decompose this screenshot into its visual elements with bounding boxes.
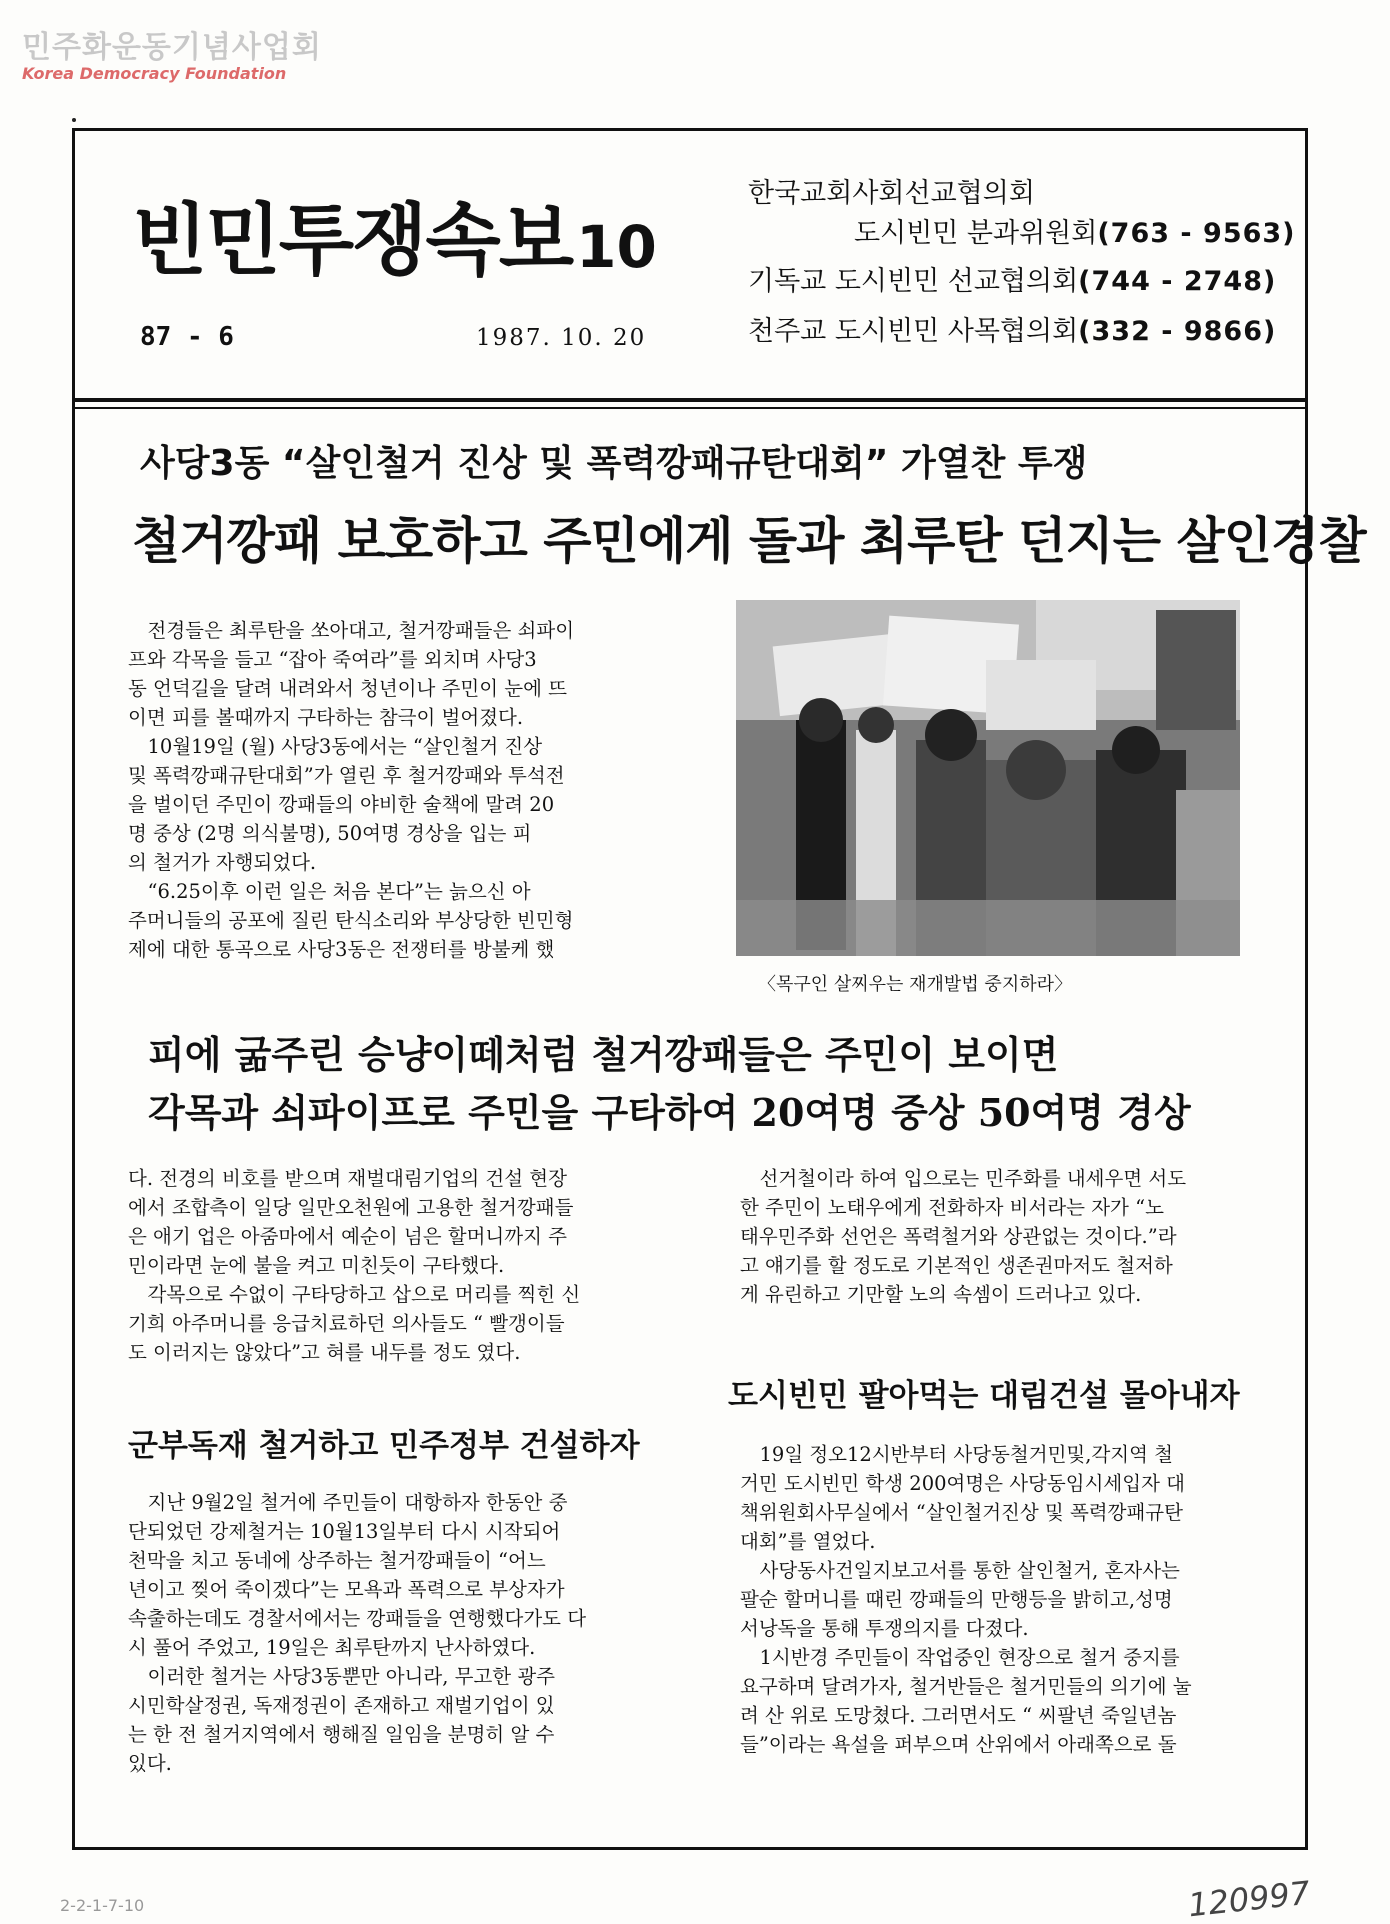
headline-title: 철거깡패 보호하고 주민에게 돌과 최루탄 던지는 살인경찰	[132, 512, 1366, 570]
photo-caption: 〈목구인 살찌우는 재개발법 중지하라〉	[758, 974, 1072, 995]
text-line: 동 언덕길을 달려 내려와서 청년이나 주민이 눈에 뜨	[128, 677, 567, 700]
text-line: 거민 도시빈민 학생 200여명은 사당동임시세입자 대	[740, 1472, 1185, 1495]
org-tel: (332 - 9866)	[1078, 316, 1277, 347]
text-line: 주머니들의 공포에 질린 탄식소리와 부상당한 빈민형	[128, 909, 574, 932]
article-block-3	[740, 1164, 1186, 1309]
text-line: 1시반경 주민들이 작업중인 현장으로 철거 중지를	[740, 1646, 1180, 1669]
text-line: 도 이러지는 않았다”고 혀를 내두를 정도 였다.	[128, 1341, 521, 1364]
org-line	[748, 180, 1035, 207]
text-line: 에서 조합측이 일당 일만오천원에 고용한 철거깡패들	[128, 1196, 574, 1219]
text-line: 민이라면 눈에 불을 켜고 미친듯이 구타했다.	[128, 1254, 505, 1277]
headline-subtitle: 사당3동 “살인철거 진상 및 폭력깡패규탄대회” 가열찬 투쟁	[140, 443, 1088, 484]
org-name: 기독교 도시빈민 선교협의회	[748, 266, 1079, 297]
text-line: 이러한 철거는 사당3동뿐만 아니라, 무고한 광주	[128, 1665, 556, 1688]
org-name: 도시빈민 분과위원회	[854, 218, 1098, 249]
header-rule	[75, 398, 1305, 402]
text-line: 프와 각목을 들고 “잡아 죽여라”를 외치며 사당3	[128, 648, 537, 671]
text-line: 는 한 전 철거지역에서 행해질 일임을 분명히 알 수	[128, 1723, 555, 1746]
text-line: 시민학살정권, 독재정권이 존재하고 재벌기업이 있	[128, 1694, 555, 1717]
mid-headline-line-2: 각목과 쇠파이프로 주민을 구타하여 20여명 중상 50여명 경상	[148, 1090, 1191, 1135]
issue-code: 87 - 6	[140, 322, 234, 352]
masthead-title	[132, 196, 657, 286]
org-tel: (763 - 9563)	[1097, 218, 1296, 249]
text-line: 서낭독을 통해 투쟁의지를 다졌다.	[740, 1617, 1029, 1640]
article-block-1	[128, 616, 574, 964]
issue-date: 1987. 10. 20	[476, 325, 647, 351]
text-line: 요구하며 달려가자, 철거반들은 철거민들의 의기에 눌	[740, 1675, 1192, 1698]
text-line: 전경들은 최루탄을 쏘아대고, 철거깡패들은 쇠파이	[128, 619, 575, 642]
text-line: 한 주민이 노태우에게 전화하자 비서라는 자가 “노	[740, 1196, 1164, 1219]
text-line: 각목으로 수없이 구타당하고 삽으로 머리를 찍힌 신	[128, 1283, 581, 1306]
org-line	[748, 268, 1276, 295]
org-line	[748, 318, 1276, 345]
article-block-5	[740, 1440, 1192, 1759]
org-line	[854, 220, 1296, 247]
issue-number: 10	[576, 213, 657, 281]
text-line: 고 얘기를 할 정도로 기본적인 생존권마저도 철저하	[740, 1254, 1173, 1277]
registration-dot	[72, 118, 76, 122]
text-line: 기희 아주머니를 응급치료하던 의사들도 “ 빨갱이들	[128, 1312, 565, 1335]
section-title-right: 도시빈민 팔아먹는 대림건설 몰아내자	[728, 1378, 1240, 1414]
text-line: 지난 9월2일 철거에 주민들이 대항하자 한동안 중	[128, 1491, 568, 1514]
text-line: 명 중상 (2명 의식불명), 50여명 경상을 입는 피	[128, 822, 532, 845]
text-line: 및 폭력깡패규탄대회”가 열린 후 철거깡패와 투석전	[128, 764, 565, 787]
text-line: 은 애기 업은 아줌마에서 예순이 넘은 할머니까지 주	[128, 1225, 567, 1248]
text-line: 팔순 할머니를 때린 깡패들의 만행등을 밝히고,성명	[740, 1588, 1173, 1611]
org-tel: (744 - 2748)	[1078, 266, 1277, 297]
text-line: 들”이라는 욕설을 퍼부으며 산위에서 아래쪽으로 돌	[740, 1733, 1177, 1756]
mid-headline-line-1: 피에 굶주린 승냥이떼처럼 철거깡패들은 주민이 보이면	[148, 1032, 1059, 1077]
text-line: 10월19일 (월) 사당3동에서는 “살인철거 진상	[128, 735, 543, 758]
text-line: 대회”를 열었다.	[740, 1530, 876, 1553]
text-line: 19일 정오12시반부터 사당동철거민및,각지역 철	[740, 1443, 1173, 1466]
text-line: 사당동사건일지보고서를 통한 살인철거, 혼자사는	[740, 1559, 1180, 1582]
text-line: 년이고 찢어 죽이겠다”는 모욕과 폭력으로 부상자가	[128, 1578, 565, 1601]
text-line: 속출하는데도 경찰서에서는 깡패들을 연행했다가도 다	[128, 1607, 587, 1630]
org-name: 한국교회사회선교협의회	[748, 178, 1035, 209]
header-rule-thin	[75, 407, 1305, 409]
text-line: 려 산 위로 도망쳤다. 그러면서도 “ 씨팔년 죽일년놈	[740, 1704, 1177, 1727]
text-line: “6.25이후 이런 일은 처음 본다”는 늙으신 아	[128, 880, 531, 903]
watermark-english: Korea Democracy Foundation	[22, 64, 287, 83]
text-line: 있다.	[128, 1752, 172, 1775]
text-line: 시 풀어 주었고, 19일은 최루탄까지 난사하였다.	[128, 1636, 536, 1659]
text-line: 단되었던 강제철거는 10월13일부터 다시 시작되어	[128, 1520, 561, 1543]
text-line: 을 벌이던 주민이 깡패들의 야비한 술책에 말려 20	[128, 793, 555, 816]
text-line: 선거철이라 하여 입으로는 민주화를 내세우면 서도	[740, 1167, 1187, 1190]
article-block-4	[128, 1488, 586, 1778]
org-name: 천주교 도시빈민 사목협의회	[748, 316, 1079, 347]
text-line: 다. 전경의 비호를 받으며 재벌대림기업의 건설 현장	[128, 1167, 567, 1190]
text-line: 천막을 치고 동네에 상주하는 철거깡패들이 “어느	[128, 1549, 546, 1572]
handwritten-margin-note: 2-2-1-7-10	[60, 1896, 145, 1915]
news-photo	[736, 600, 1240, 956]
handwritten-archive-number: 120997	[1186, 1873, 1312, 1924]
section-title-left: 군부독재 철거하고 민주정부 건설하자	[128, 1428, 640, 1464]
text-line: 이면 피를 볼때까지 구타하는 참극이 벌어졌다.	[128, 706, 524, 729]
text-line: 제에 대한 통곡으로 사당3동은 전쟁터를 방불케 했	[128, 938, 555, 961]
text-line: 게 유린하고 기만할 노의 속셈이 드러나고 있다.	[740, 1283, 1142, 1306]
protest-photo-image	[736, 600, 1240, 956]
article-block-2	[128, 1164, 580, 1367]
text-line: 의 철거가 자행되었다.	[128, 851, 317, 874]
text-line: 책위원회사무실에서 “살인철거진상 및 폭력깡패규탄	[740, 1501, 1183, 1524]
masthead-name: 빈민투쟁속보	[132, 196, 573, 286]
text-line: 태우민주화 선언은 폭력철거와 상관없는 것이다.”라	[740, 1225, 1177, 1248]
watermark-korean: 민주화운동기념사업회	[22, 30, 322, 65]
